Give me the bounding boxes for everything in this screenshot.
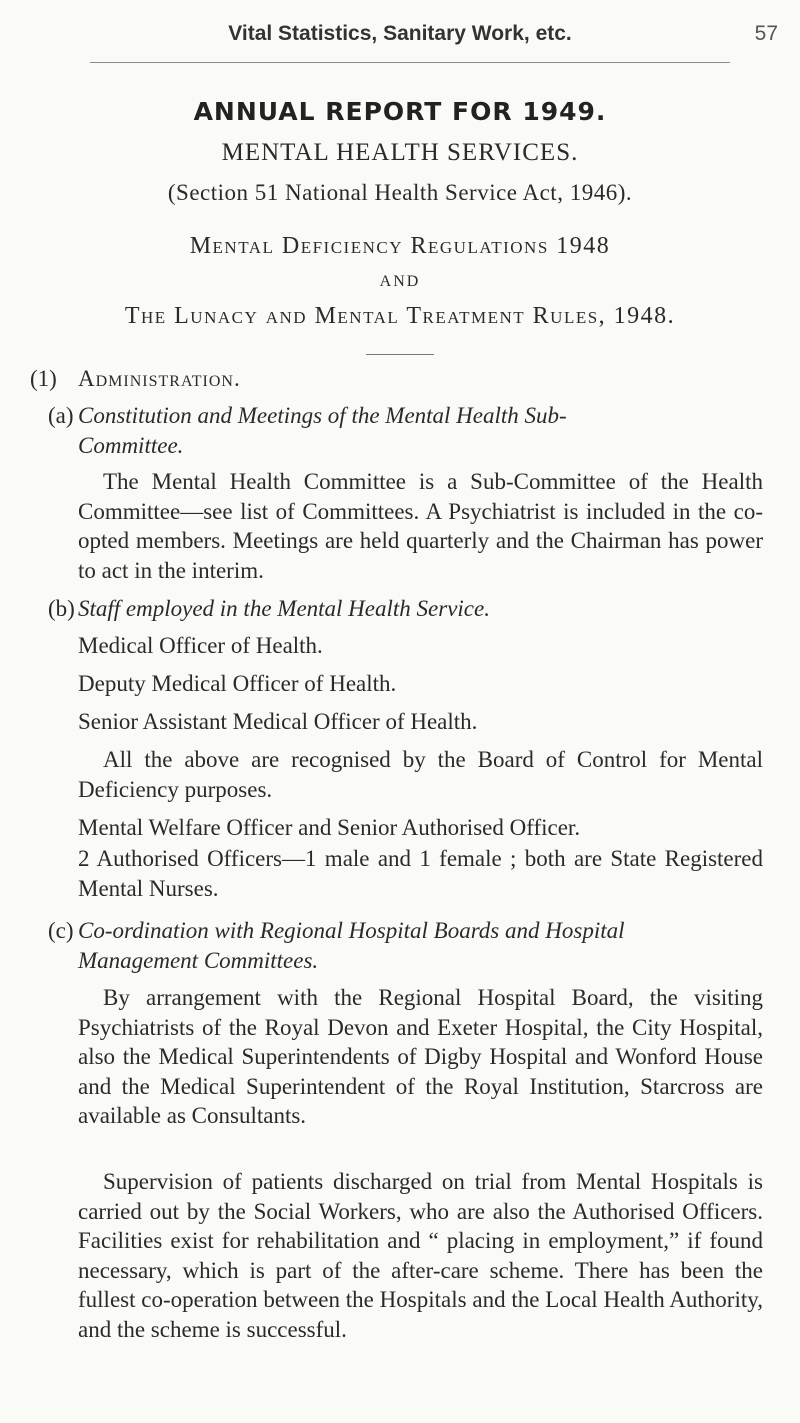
recognition-note: All the above are recognised by the Board of Control for Mental Deficiency purposes. [78,747,763,802]
sub-c-paragraph-2: Supervision of patients discharged on trial from Mental Hospitals is carried out by the Social Workers, who are also the Authorised Officers. Facilities exist for rehabilitation and “ placing in employment,” if found necessary, which is part of the after-care scheme. There has been the fullest co-operation between the Hospitals and the Local Health Authority, and the scheme is successful. [78,1169,763,1342]
sub-a-heading-line-1: Constitution and Meetings of the Mental Health Sub- [78,403,567,428]
regulations-line-2: The Lunacy and Mental Treatment Rules, 1948. [124,303,676,329]
running-head: Vital Statistics, Sanitary Work, etc. [228,22,572,45]
report-title: ANNUAL REPORT FOR 1949. [193,97,607,126]
section-divider [366,354,434,355]
sub-a-body: The Mental Health Committee is a Sub-Committee of the Health Committee—see list of Committees. A Psychiatrist is included in the co-opted members. Meetings are held quarterly and the Chairman has power to act in the interim. [78,469,763,583]
sub-c-heading-line-2: Management Committees. [78,948,319,973]
staff-item-authorised-officers: 2 Authorised Officers—1 male and 1 female ; both are State Registered Mental Nurses. [78,846,763,901]
sub-a-letter: (a) [48,403,74,428]
section-1-heading: Administration. [78,366,241,391]
sub-c-paragraph-1: By arrangement with the Regional Hospital Board, the visiting Psychiatrists of the Royal Devon and Exeter Hospital, the City Hospital, also the Medical Superintendents of Digby Hospital and Wonford House and the Medical Superintendent of the Royal Institution, Starcross are available as Consultants. [78,985,763,1128]
staff-item: Mental Welfare Officer and Senior Authorised Officer. [78,815,581,840]
staff-item: Medical Officer of Health. [78,633,323,658]
header-rule [90,62,730,63]
regulations-and: AND [379,273,421,290]
sub-c-heading-line-1: Co-ordination with Regional Hospital Boards and Hospital [78,918,625,943]
sub-a-heading-line-2: Committee. [78,433,184,458]
staff-item: Deputy Medical Officer of Health. [78,671,397,696]
act-reference: (Section 51 National Health Service Act, 1946). [167,180,633,205]
sub-b-heading: Staff employed in the Mental Health Service. [78,596,490,621]
staff-item: Senior Assistant Medical Officer of Health. [78,709,478,734]
section-1-number: (1) [30,366,57,391]
sub-c-letter: (c) [48,918,74,943]
regulations-line-1: Mental Deficiency Regulations 1948 [189,233,611,259]
sub-b-letter: (b) [48,596,75,621]
page-number: 57 [754,22,778,45]
section-subtitle: MENTAL HEALTH SERVICES. [221,139,579,166]
